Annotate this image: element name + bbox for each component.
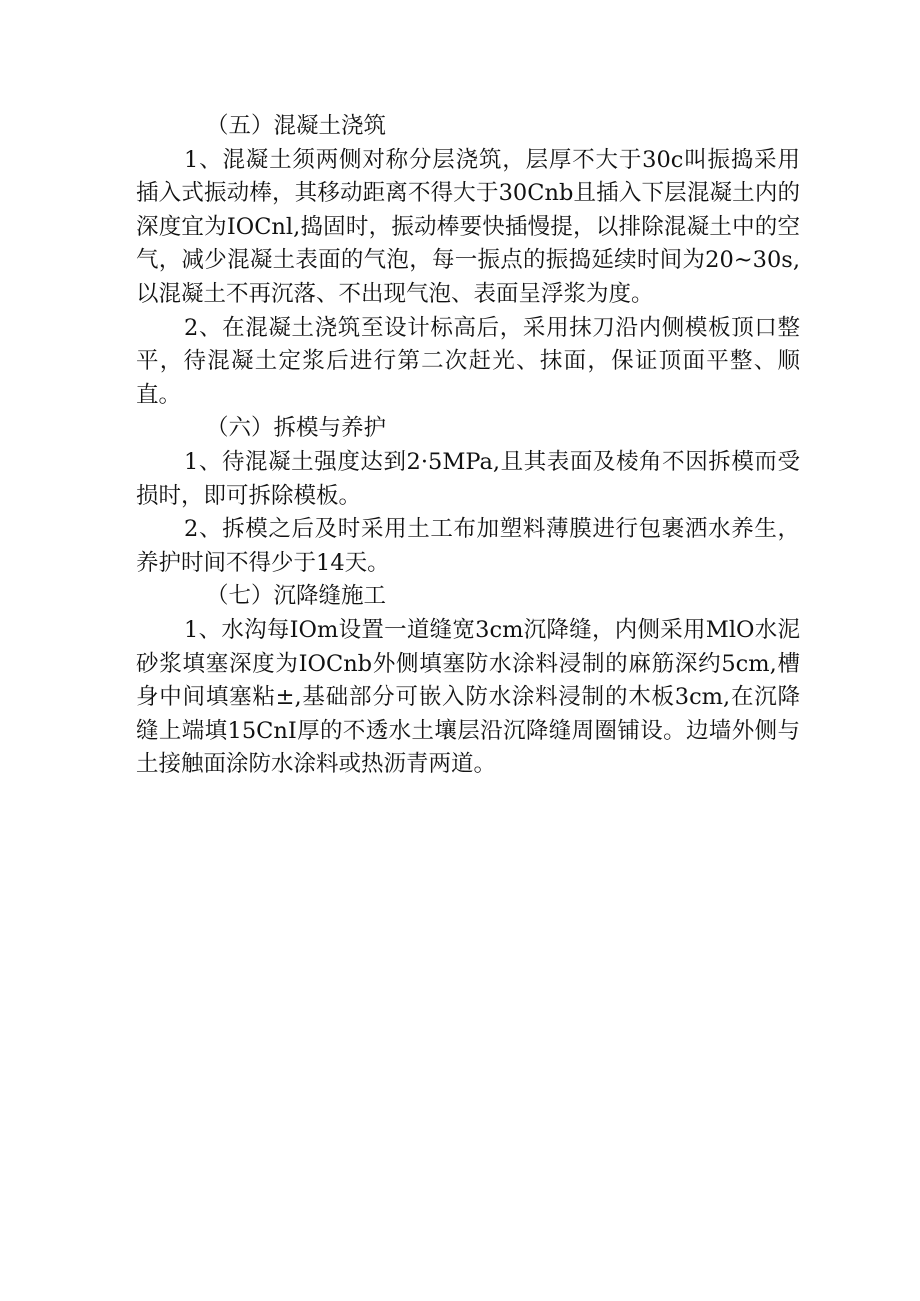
paragraph-7-1: 1、水沟每IOm设置一道缝宽3cm沉降缝，内侧采用MlO水泥砂浆填塞深度为IOCnb外侧填塞防水涂料浸制的麻筋深约5cm,槽身中间填塞粘±,基础部分可嵌入防水涂料浸制的木板3cm,在沉降缝上端填15CnI厚的不透水土壤层沿沉降缝周圈铺设。边墙外侧与土接触面涂防水涂料或热沥青两道。 [136, 616, 800, 778]
paragraph-6-1: 1、待混凝土强度达到2·5MPa,且其表面及棱角不因拆模而受损时，即可拆除模板。 [136, 448, 800, 509]
document-page [136, 110, 800, 782]
section-heading-7: （七）沉降缝施工 [206, 583, 387, 610]
section-heading-6: （六）拆模与养护 [206, 415, 387, 442]
section-heading-5: （五）混凝土浇筑 [206, 113, 387, 139]
paragraph-5-2: 2、在混凝土浇筑至设计标高后，采用抹刀沿内侧模板顶口整平，待混凝土定浆后进行第二次赶光、抹面，保证顶面平整、顺直。 [136, 314, 800, 408]
paragraph-6-2: 2、拆模之后及时采用土工布加塑料薄膜进行包裹洒水养生，养护时间不得少于14天。 [136, 516, 800, 576]
paragraph-5-1: 1、混凝土须两侧对称分层浇筑，层厚不大于30c叫振捣采用插入式振动棒，其移动距离不得大于30Cnb且插入下层混凝土内的深度宜为IOCnl,捣固时，振动棒要快插慢提，以排除混凝土中的空气，减少混凝土表面的气泡，每一振点的振捣延续时间为20~30s,以混凝土不再沉落、不出现气泡、表面呈浮浆为度。 [136, 146, 800, 307]
